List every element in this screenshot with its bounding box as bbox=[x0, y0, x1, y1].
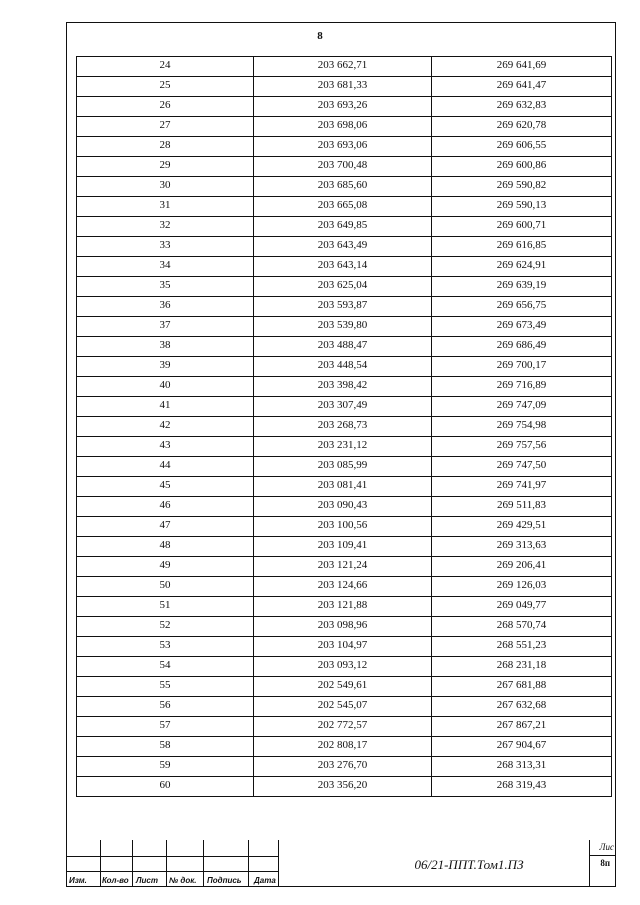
point-number-cell: 49 bbox=[77, 557, 254, 577]
y-coordinate-cell: 269 641,69 bbox=[432, 57, 612, 77]
y-coordinate-cell: 268 551,23 bbox=[432, 637, 612, 657]
coordinates-table bbox=[76, 56, 612, 797]
y-coordinate-cell: 269 639,19 bbox=[432, 277, 612, 297]
x-coordinate-cell: 203 698,06 bbox=[254, 117, 432, 137]
x-coordinate-cell: 203 662,71 bbox=[254, 57, 432, 77]
table-row bbox=[77, 557, 612, 577]
table-row bbox=[77, 677, 612, 697]
y-coordinate-cell: 268 231,18 bbox=[432, 657, 612, 677]
x-coordinate-cell: 203 448,54 bbox=[254, 357, 432, 377]
y-coordinate-cell: 267 867,21 bbox=[432, 717, 612, 737]
point-number-cell: 58 bbox=[77, 737, 254, 757]
y-coordinate-cell: 269 747,09 bbox=[432, 397, 612, 417]
point-number-cell: 37 bbox=[77, 317, 254, 337]
y-coordinate-cell: 267 632,68 bbox=[432, 697, 612, 717]
point-number-cell: 46 bbox=[77, 497, 254, 517]
table-row bbox=[77, 197, 612, 217]
point-number-cell: 43 bbox=[77, 437, 254, 457]
table-row bbox=[77, 297, 612, 317]
table-row bbox=[77, 757, 612, 777]
point-number-cell: 35 bbox=[77, 277, 254, 297]
table-row bbox=[77, 237, 612, 257]
table-row bbox=[77, 397, 612, 417]
point-number-cell: 56 bbox=[77, 697, 254, 717]
point-number-cell: 40 bbox=[77, 377, 254, 397]
y-coordinate-cell: 268 319,43 bbox=[432, 777, 612, 797]
table-row bbox=[77, 537, 612, 557]
y-coordinate-cell: 269 747,50 bbox=[432, 457, 612, 477]
x-coordinate-cell: 203 700,48 bbox=[254, 157, 432, 177]
x-coordinate-cell: 203 693,26 bbox=[254, 97, 432, 117]
table-row bbox=[77, 637, 612, 657]
table-row bbox=[77, 357, 612, 377]
y-coordinate-cell: 269 656,75 bbox=[432, 297, 612, 317]
point-number-cell: 50 bbox=[77, 577, 254, 597]
point-number-cell: 41 bbox=[77, 397, 254, 417]
y-coordinate-cell: 269 590,82 bbox=[432, 177, 612, 197]
table-row bbox=[77, 417, 612, 437]
table-row bbox=[77, 617, 612, 637]
point-number-cell: 48 bbox=[77, 537, 254, 557]
x-coordinate-cell: 203 643,14 bbox=[254, 257, 432, 277]
x-coordinate-cell: 203 398,42 bbox=[254, 377, 432, 397]
y-coordinate-cell: 269 313,63 bbox=[432, 537, 612, 557]
point-number-cell: 34 bbox=[77, 257, 254, 277]
table-row bbox=[77, 77, 612, 97]
title-block bbox=[66, 840, 616, 887]
x-coordinate-cell: 203 093,12 bbox=[254, 657, 432, 677]
table-row bbox=[77, 137, 612, 157]
y-coordinate-cell: 269 126,03 bbox=[432, 577, 612, 597]
x-coordinate-cell: 203 625,04 bbox=[254, 277, 432, 297]
y-coordinate-cell: 269 700,17 bbox=[432, 357, 612, 377]
y-coordinate-cell: 269 673,49 bbox=[432, 317, 612, 337]
stamp-sheet-line bbox=[589, 855, 616, 856]
point-number-cell: 29 bbox=[77, 157, 254, 177]
point-number-cell: 51 bbox=[77, 597, 254, 617]
stamp-row-line bbox=[66, 856, 279, 857]
x-coordinate-cell: 203 090,43 bbox=[254, 497, 432, 517]
document-code: 06/21-ППТ.Том1.ПЗ bbox=[414, 857, 524, 872]
x-coordinate-cell: 203 124,66 bbox=[254, 577, 432, 597]
table-row bbox=[77, 117, 612, 137]
point-number-cell: 30 bbox=[77, 177, 254, 197]
table-row bbox=[77, 717, 612, 737]
x-coordinate-cell: 203 488,47 bbox=[254, 337, 432, 357]
table-row bbox=[77, 737, 612, 757]
x-coordinate-cell: 203 681,33 bbox=[254, 77, 432, 97]
y-coordinate-cell: 269 641,47 bbox=[432, 77, 612, 97]
point-number-cell: 54 bbox=[77, 657, 254, 677]
x-coordinate-cell: 203 098,96 bbox=[254, 617, 432, 637]
point-number-cell: 36 bbox=[77, 297, 254, 317]
y-coordinate-cell: 269 511,83 bbox=[432, 497, 612, 517]
stamp-sheet-divider bbox=[589, 840, 590, 887]
point-number-cell: 31 bbox=[77, 197, 254, 217]
table-row bbox=[77, 97, 612, 117]
point-number-cell: 45 bbox=[77, 477, 254, 497]
page-number: 8 bbox=[317, 30, 323, 42]
y-coordinate-cell: 269 716,89 bbox=[432, 377, 612, 397]
stamp-row-line bbox=[66, 871, 279, 872]
y-coordinate-cell: 269 206,41 bbox=[432, 557, 612, 577]
x-coordinate-cell: 203 307,49 bbox=[254, 397, 432, 417]
point-number-cell: 59 bbox=[77, 757, 254, 777]
sheet-label: Лис bbox=[599, 842, 614, 852]
table-row bbox=[77, 497, 612, 517]
x-coordinate-cell: 203 356,20 bbox=[254, 777, 432, 797]
y-coordinate-cell: 269 754,98 bbox=[432, 417, 612, 437]
stamp-label-izm: Изм. bbox=[69, 876, 87, 885]
x-coordinate-cell: 203 268,73 bbox=[254, 417, 432, 437]
table-row bbox=[77, 257, 612, 277]
point-number-cell: 39 bbox=[77, 357, 254, 377]
point-number-cell: 28 bbox=[77, 137, 254, 157]
table-row bbox=[77, 597, 612, 617]
y-coordinate-cell: 269 429,51 bbox=[432, 517, 612, 537]
x-coordinate-cell: 203 685,60 bbox=[254, 177, 432, 197]
y-coordinate-cell: 269 624,91 bbox=[432, 257, 612, 277]
point-number-cell: 53 bbox=[77, 637, 254, 657]
stamp-label-ndok: № док. bbox=[169, 876, 197, 885]
x-coordinate-cell: 203 276,70 bbox=[254, 757, 432, 777]
x-coordinate-cell: 202 808,17 bbox=[254, 737, 432, 757]
x-coordinate-cell: 203 121,24 bbox=[254, 557, 432, 577]
stamp-label-list: Лист bbox=[136, 876, 158, 885]
point-number-cell: 26 bbox=[77, 97, 254, 117]
y-coordinate-cell: 269 600,86 bbox=[432, 157, 612, 177]
point-number-cell: 52 bbox=[77, 617, 254, 637]
y-coordinate-cell: 267 681,88 bbox=[432, 677, 612, 697]
table-row bbox=[77, 777, 612, 797]
point-number-cell: 44 bbox=[77, 457, 254, 477]
x-coordinate-cell: 202 549,61 bbox=[254, 677, 432, 697]
x-coordinate-cell: 203 649,85 bbox=[254, 217, 432, 237]
table-row bbox=[77, 577, 612, 597]
table-row bbox=[77, 457, 612, 477]
stamp-label-kolvo: Кол-во bbox=[102, 876, 129, 885]
y-coordinate-cell: 269 741,97 bbox=[432, 477, 612, 497]
table-row bbox=[77, 277, 612, 297]
point-number-cell: 47 bbox=[77, 517, 254, 537]
table-row bbox=[77, 517, 612, 537]
x-coordinate-cell: 203 593,87 bbox=[254, 297, 432, 317]
stamp-label-data: Дата bbox=[254, 876, 276, 885]
table-row bbox=[77, 177, 612, 197]
table-row bbox=[77, 437, 612, 457]
table-row bbox=[77, 157, 612, 177]
y-coordinate-cell: 269 600,71 bbox=[432, 217, 612, 237]
y-coordinate-cell: 268 313,31 bbox=[432, 757, 612, 777]
table-row bbox=[77, 317, 612, 337]
y-coordinate-cell: 269 686,49 bbox=[432, 337, 612, 357]
y-coordinate-cell: 269 757,56 bbox=[432, 437, 612, 457]
stamp-label-podpis: Подпись bbox=[207, 876, 242, 885]
x-coordinate-cell: 203 665,08 bbox=[254, 197, 432, 217]
point-number-cell: 42 bbox=[77, 417, 254, 437]
point-number-cell: 32 bbox=[77, 217, 254, 237]
x-coordinate-cell: 203 104,97 bbox=[254, 637, 432, 657]
x-coordinate-cell: 203 085,99 bbox=[254, 457, 432, 477]
x-coordinate-cell: 203 231,12 bbox=[254, 437, 432, 457]
table-row bbox=[77, 57, 612, 77]
coordinates-table-body bbox=[77, 57, 612, 797]
point-number-cell: 24 bbox=[77, 57, 254, 77]
x-coordinate-cell: 203 121,88 bbox=[254, 597, 432, 617]
y-coordinate-cell: 269 620,78 bbox=[432, 117, 612, 137]
x-coordinate-cell: 203 100,56 bbox=[254, 517, 432, 537]
y-coordinate-cell: 269 616,85 bbox=[432, 237, 612, 257]
x-coordinate-cell: 202 545,07 bbox=[254, 697, 432, 717]
y-coordinate-cell: 267 904,67 bbox=[432, 737, 612, 757]
table-row bbox=[77, 217, 612, 237]
x-coordinate-cell: 202 772,57 bbox=[254, 717, 432, 737]
table-row bbox=[77, 337, 612, 357]
x-coordinate-cell: 203 539,80 bbox=[254, 317, 432, 337]
x-coordinate-cell: 203 081,41 bbox=[254, 477, 432, 497]
point-number-cell: 33 bbox=[77, 237, 254, 257]
table-row bbox=[77, 697, 612, 717]
point-number-cell: 38 bbox=[77, 337, 254, 357]
y-coordinate-cell: 269 590,13 bbox=[432, 197, 612, 217]
y-coordinate-cell: 269 049,77 bbox=[432, 597, 612, 617]
point-number-cell: 57 bbox=[77, 717, 254, 737]
table-row bbox=[77, 377, 612, 397]
y-coordinate-cell: 269 632,83 bbox=[432, 97, 612, 117]
x-coordinate-cell: 203 643,49 bbox=[254, 237, 432, 257]
point-number-cell: 55 bbox=[77, 677, 254, 697]
sheet-number: 8п bbox=[600, 858, 610, 868]
point-number-cell: 60 bbox=[77, 777, 254, 797]
y-coordinate-cell: 269 606,55 bbox=[432, 137, 612, 157]
y-coordinate-cell: 268 570,74 bbox=[432, 617, 612, 637]
table-row bbox=[77, 657, 612, 677]
point-number-cell: 25 bbox=[77, 77, 254, 97]
x-coordinate-cell: 203 109,41 bbox=[254, 537, 432, 557]
x-coordinate-cell: 203 693,06 bbox=[254, 137, 432, 157]
point-number-cell: 27 bbox=[77, 117, 254, 137]
table-row bbox=[77, 477, 612, 497]
